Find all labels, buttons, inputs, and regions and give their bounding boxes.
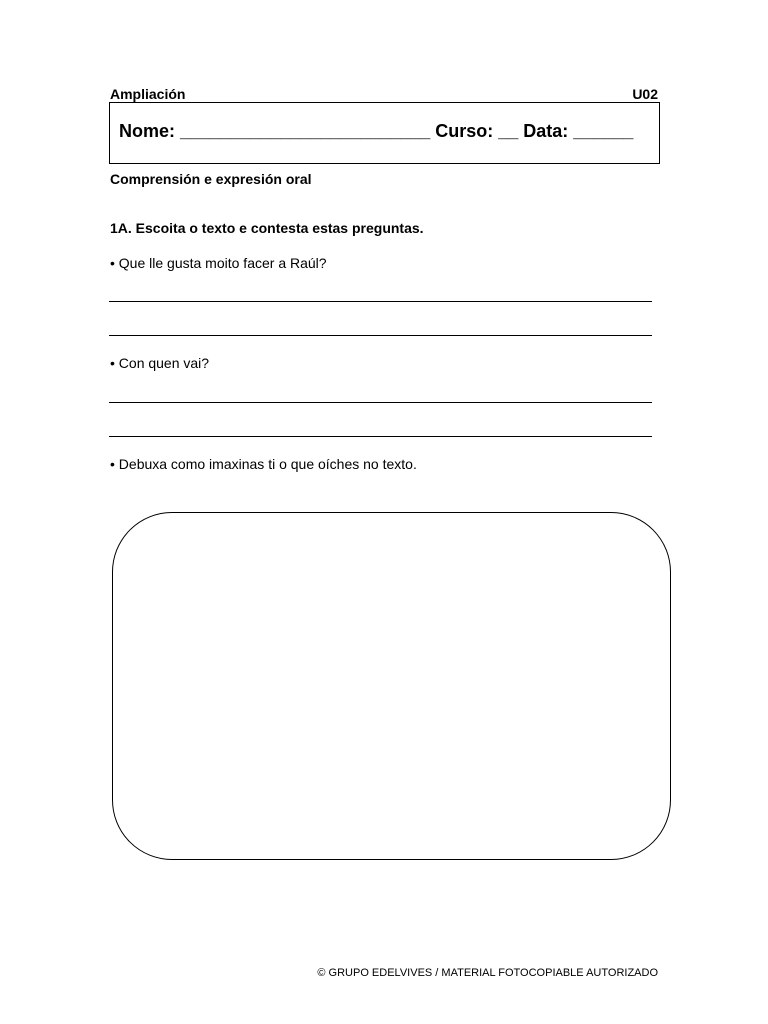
answer-line[interactable] [109, 436, 652, 437]
question-2: • Con quen vai? [110, 355, 210, 371]
section-title: Comprensión e expresión oral [110, 171, 312, 187]
question-3: • Debuxa como imaxinas ti o que oíches no texto. [110, 456, 417, 472]
answer-line[interactable] [109, 335, 652, 336]
student-info-box [109, 102, 660, 164]
student-info-line[interactable]: Nome: _________________________ Curso: __ Data: ______ [119, 121, 634, 141]
copyright-footer: © GRUPO EDELVIVES / MATERIAL FOTOCOPIABLE AUTORIZADO [317, 967, 658, 979]
exercise-title: 1A. Escoita o texto e contesta estas preguntas. [110, 220, 424, 236]
question-1: • Que lle gusta moito facer a Raúl? [110, 255, 327, 271]
header-subject: Ampliación [110, 86, 186, 102]
answer-line[interactable] [109, 301, 652, 302]
drawing-area[interactable] [112, 512, 671, 860]
header-unit-code: U02 [632, 86, 658, 102]
answer-line[interactable] [109, 402, 652, 403]
